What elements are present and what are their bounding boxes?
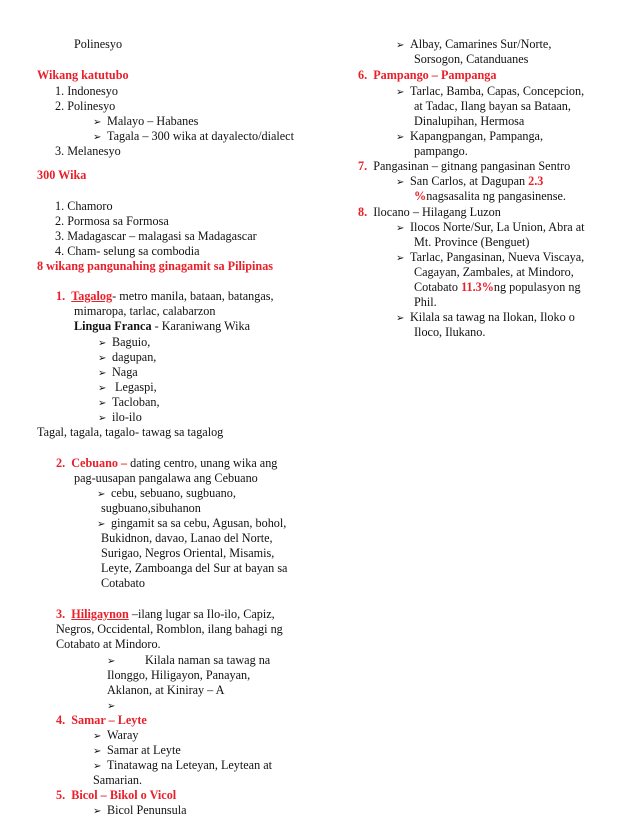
percent-value: 2.3 <box>528 174 544 188</box>
pampango-entry: 6. Pampango – Pampanga <box>358 68 497 82</box>
bullet-cont: Iloco, Ilukano. <box>414 325 486 339</box>
cebuano-entry: 2. Cebuano – dating centro, unang wika ang <box>56 456 278 470</box>
heading-8-wika: 8 wikang pangunahing ginagamit sa Pilipinas <box>37 259 274 273</box>
bullet-item: ➢ San Carlos, at Dagupan 2.3 <box>396 174 544 188</box>
bullet-cont: Phil. <box>414 295 437 309</box>
bullet-cont: Mt. Province (Benguet) <box>414 235 530 249</box>
arrow-bullet-icon: ➢ <box>98 413 107 424</box>
arrow-bullet-icon: ➢ <box>107 701 116 712</box>
list-item: 1. Indonesyo <box>55 84 118 98</box>
list-item: 4. Cham- selung sa combodia <box>55 244 200 258</box>
arrow-bullet-icon: ➢ <box>98 353 107 364</box>
top-line: Polinesyo <box>74 37 123 51</box>
place-item: ➢ Baguio, <box>98 335 151 349</box>
bullet-item: ➢ Albay, Camarines Sur/Norte, <box>396 37 552 51</box>
place-item: ➢ Naga <box>98 365 138 379</box>
bullet-item: ➢ Kilala sa tawag na Ilokan, Iloko o <box>396 310 575 324</box>
bullet-item: ➢ Tarlac, Bamba, Capas, Concepcion, <box>396 84 585 98</box>
bullet-cont: Aklanon, at Kiniray – A <box>107 683 225 697</box>
arrow-bullet-icon: ➢ <box>98 368 107 379</box>
bullet-item: ➢ Kapangpangan, Pampanga, <box>396 129 544 143</box>
bullet-cont: Cotabato 11.3%ng populasyon ng <box>414 280 581 294</box>
bullet-cont: Dinalupihan, Hermosa <box>414 114 525 128</box>
arrow-bullet-icon: ➢ <box>93 731 102 742</box>
heading-wikang-katutubo: Wikang katutubo <box>37 68 129 82</box>
bullet-cont: %nagsasalita ng pangasinense. <box>414 189 566 203</box>
bullet-item: ➢ cebu, sebuano, sugbuano, <box>97 486 236 500</box>
bullet-cont: Sorsogon, Catanduanes <box>414 52 529 66</box>
bicol-name: Bicol – Bikol o Vicol <box>71 788 177 802</box>
arrow-bullet-icon: ➢ <box>396 40 405 51</box>
arrow-bullet-icon: ➢ <box>98 338 107 349</box>
arrow-bullet-icon: ➢ <box>98 398 107 409</box>
heading-300-wika: 300 Wika <box>37 168 87 182</box>
bullet-cont: Cotabato <box>101 576 146 590</box>
place-item: ➢ ilo-ilo <box>98 410 142 424</box>
bullet-item: ➢ Ilocos Norte/Sur, La Union, Abra at <box>396 220 585 234</box>
bicol-entry: 5. Bicol – Bikol o Vicol <box>56 788 177 802</box>
bullet-cont: Ilonggo, Hiligayon, Panayan, <box>107 668 251 682</box>
arrow-bullet-icon: ➢ <box>93 806 102 817</box>
sub-list-item: ➢ Tagala – 300 wika at dayalecto/dialect <box>93 129 294 143</box>
bullet-item: ➢ Tarlac, Pangasinan, Nueva Viscaya, <box>396 250 585 264</box>
samar-name: Samar – Leyte <box>71 713 147 727</box>
bullet-item: ➢ Waray <box>93 728 139 742</box>
bullet-cont: Bukidnon, davao, Lanao del Norte, <box>101 531 273 545</box>
cebuano-name: Cebuano – <box>71 456 128 470</box>
lingua-franca: Lingua Franca - Karaniwang Wika <box>74 319 250 333</box>
samar-entry: 4. Samar – Leyte <box>56 713 147 727</box>
pampango-name: Pampango – Pampanga <box>373 68 497 82</box>
list-item: 2. Polinesyo <box>55 99 116 113</box>
tagalog-name: Tagalog <box>71 289 113 303</box>
bullet-cont: pampango. <box>414 144 468 158</box>
tagalog-entry: 1. Tagalog- metro manila, bataan, batangas, <box>56 289 274 303</box>
place-item: ➢ Legaspi, <box>98 380 157 394</box>
hiligaynon-entry: 3. Hiligaynon –ilang lugar sa Ilo-ilo, Capiz, <box>56 607 275 621</box>
arrow-bullet-icon: ➢ <box>396 313 405 324</box>
percent-value: 11.3% <box>461 280 494 294</box>
empty-bullet <box>107 698 121 714</box>
arrow-bullet-icon: ➢ <box>396 132 405 143</box>
tagalog-note: Tagal, tagala, tagalo- tawag sa tagalog <box>37 425 224 439</box>
bullet-item: ➢ Kilala naman sa tawag na <box>107 653 271 667</box>
cebuano-text: pag-uusapan pangalawa ang Cebuano <box>74 471 258 485</box>
bullet-item: ➢ Tinatawag na Leteyan, Leytean at <box>93 758 273 772</box>
arrow-bullet-icon: ➢ <box>97 489 106 500</box>
tagalog-text: mimaropa, tarlac, calabarzon <box>74 304 216 318</box>
arrow-bullet-icon: ➢ <box>93 746 102 757</box>
sub-list-item: ➢ Malayo – Habanes <box>93 114 199 128</box>
bullet-item: ➢ Samar at Leyte <box>93 743 181 757</box>
arrow-bullet-icon: ➢ <box>97 519 106 530</box>
arrow-bullet-icon: ➢ <box>93 117 102 128</box>
arrow-bullet-icon: ➢ <box>98 383 107 394</box>
arrow-bullet-icon: ➢ <box>107 656 116 667</box>
ilocano-entry: 8. Ilocano – Hilagang Luzon <box>358 205 501 219</box>
bullet-cont: Surigao, Negros Oriental, Misamis, <box>101 546 275 560</box>
hiligaynon-text: Negros, Occidental, Romblon, ilang bahagi ng <box>56 622 283 636</box>
bullet-cont: Leyte, Zamboanga del Sur at bayan sa <box>101 561 288 575</box>
list-item: 3. Melanesyo <box>55 144 121 158</box>
place-item: ➢ dagupan, <box>98 350 157 364</box>
arrow-bullet-icon: ➢ <box>93 132 102 143</box>
arrow-bullet-icon: ➢ <box>396 253 405 264</box>
hiligaynon-text: Cotabato at Mindoro. <box>56 637 161 651</box>
bullet-cont: at Tadac, Ilang bayan sa Bataan, <box>414 99 571 113</box>
bullet-item: ➢ Bicol Penunsula <box>93 803 187 817</box>
bullet-cont: sugbuano,sibuhanon <box>101 501 201 515</box>
bullet-cont: Cagayan, Zambales, at Mindoro, <box>414 265 574 279</box>
bullet-item: ➢ gingamit sa sa cebu, Agusan, bohol, <box>97 516 287 530</box>
arrow-bullet-icon: ➢ <box>396 177 405 188</box>
list-item: 2. Pormosa sa Formosa <box>55 214 169 228</box>
arrow-bullet-icon: ➢ <box>396 87 405 98</box>
bullet-cont: Samarian. <box>93 773 143 787</box>
pangasinan-entry: 7. Pangasinan – gitnang pangasinan Sentro <box>358 159 571 173</box>
arrow-bullet-icon: ➢ <box>396 223 405 234</box>
list-item: 1. Chamoro <box>55 199 113 213</box>
hiligaynon-name: Hiligaynon <box>71 607 129 621</box>
arrow-bullet-icon: ➢ <box>93 761 102 772</box>
list-item: 3. Madagascar – malagasi sa Madagascar <box>55 229 257 243</box>
place-item: ➢ Tacloban, <box>98 395 160 409</box>
